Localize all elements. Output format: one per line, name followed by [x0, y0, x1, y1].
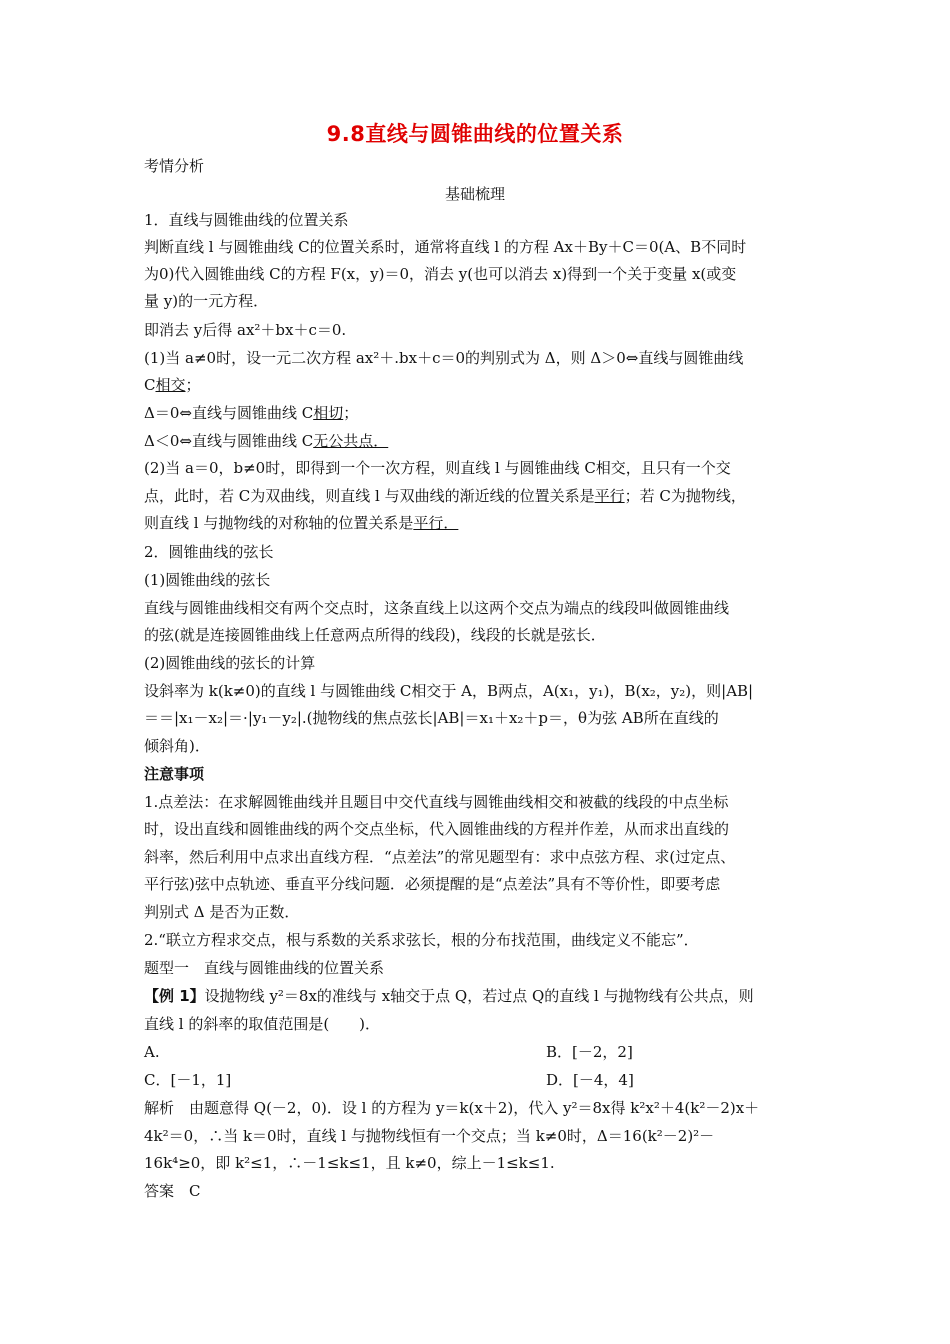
- option-b: B．[－2，2]: [546, 1043, 633, 1061]
- p1-line-6-a: C: [144, 376, 156, 394]
- answer-no-common-point: 无公共点．: [313, 432, 389, 450]
- p1-line-11-a: 则直线 l 与抛物线的对称轴的位置关系是: [144, 514, 414, 532]
- note-1-line-2: 时，设出直线和圆锥曲线的两个交点坐标，代入圆锥曲线的方程并作差，从而求出直线的: [144, 820, 730, 838]
- p2-line-1: 直线与圆锥曲线相交有两个交点时，这条直线上以这两个交点为端点的线段叫做圆锥曲线: [144, 599, 730, 617]
- option-a: A.: [144, 1043, 160, 1061]
- p1-line-9: (2)当 a＝0，b≠0时，即得到一个一次方程，则直线 l 与圆锥曲线 C相交，且只有一个交: [144, 459, 731, 477]
- answer-parallel-1: 平行: [594, 487, 625, 505]
- p2-heading: 2．圆锥曲线的弦长: [144, 543, 274, 561]
- option-d: D．[－4，4]: [546, 1071, 634, 1089]
- note-1-line-5: 判别式 Δ 是否为正数．: [144, 903, 300, 921]
- note-1-line-4: 平行弦)弦中点轨迹、垂直平分线问题．必须提醒的是“点差法”具有不等价性，即要考虑: [144, 875, 721, 893]
- answer-parallel-2: 平行．: [413, 514, 459, 532]
- page-title: 9.8直线与圆锥曲线的位置关系: [326, 122, 624, 146]
- p1-line-11: [144, 513, 824, 533]
- answer-tangent: 相切: [313, 404, 344, 422]
- p1-line-8: [144, 431, 824, 451]
- note-2: 2.“联立方程求交点，根与系数的关系求弦长，根的分布找范围，曲线定义不能忘”．: [144, 931, 699, 949]
- example-1-line-1: [144, 986, 824, 1006]
- question-type-1: 题型一 直线与圆锥曲线的位置关系: [144, 959, 385, 977]
- note-heading: 注意事项: [144, 765, 205, 783]
- section-kaoqing: 考情分析: [144, 157, 205, 175]
- p2-line-2: 的弦(就是连接圆锥曲线上任意两点所得的线段)，线段的长就是弦长．: [144, 626, 606, 644]
- p1-line-7-a: Δ＝0⇔直线与圆锥曲线 C: [144, 404, 314, 422]
- answer-line: 答案 C: [144, 1182, 201, 1200]
- p1-heading: 1．直线与圆锥曲线的位置关系: [144, 211, 349, 229]
- note-1-line-1: 1.点差法：在求解圆锥曲线并且题目中交代直线与圆锥曲线相交和被截的线段的中点坐标: [144, 793, 729, 811]
- p1-line-3: 量 y)的一元方程．: [144, 292, 269, 310]
- p2-subheading-2: (2)圆锥曲线的弦长的计算: [144, 654, 316, 672]
- p2-line-5: 倾斜角)．: [144, 737, 210, 755]
- p2-subheading-1: (1)圆锥曲线的弦长: [144, 571, 271, 589]
- example-1-line-2: 直线 l 的斜率的取值范围是( )．: [144, 1015, 381, 1033]
- p1-line-10: [144, 486, 824, 506]
- solution-line-3: 16k⁴≥0，即 k²≤1，∴－1≤k≤1，且 k≠0，综上－1≤k≤1.: [144, 1154, 555, 1172]
- p1-line-4: 即消去 y后得 ax²＋bx＋c＝0.: [144, 321, 347, 339]
- p1-line-7-c: ；: [343, 404, 359, 422]
- p1-line-7: [144, 403, 824, 423]
- example-1-text: 设抛物线 y²＝8x的准线与 x轴交于点 Q，若过点 Q的直线 l 与抛物线有公共点，则: [204, 987, 754, 1005]
- section-jichu: 基础梳理: [444, 185, 505, 203]
- solution-line-1: 解析 由题意得 Q(－2，0)．设 l 的方程为 y＝k(x＋2)，代入 y²＝8x得 k²x²＋4(k²－2)x＋: [144, 1099, 760, 1117]
- example-1-label: 【例 1】: [144, 987, 205, 1005]
- p1-line-6-c: ；: [185, 376, 201, 394]
- answer-intersect: 相交: [155, 376, 186, 394]
- p1-line-5: (1)当 a≠0时，设一元二次方程 ax²＋.bx＋c＝0的判别式为 Δ，则 Δ＞0⇔直线与圆锥曲线: [144, 349, 744, 367]
- p1-line-1: 判断直线 l 与圆锥曲线 C的位置关系时，通常将直线 l 的方程 Ax＋By＋C＝0(A、B不同时: [144, 238, 747, 256]
- p2-line-4: ＝＝|x₁－x₂|＝·|y₁－y₂|.(抛物线的焦点弦长|AB|＝x₁＋x₂＋p＝，θ为弦 AB所在直线的: [144, 709, 719, 727]
- solution-line-2: 4k²＝0，∴当 k＝0时，直线 l 与抛物线恒有一个交点；当 k≠0时，Δ＝16(k²－2)²－: [144, 1127, 715, 1145]
- p1-line-2: 为0)代入圆锥曲线 C的方程 F(x，y)＝0，消去 y(也可以消去 x)得到一个关于变量 x(或变: [144, 265, 737, 283]
- p1-line-10-c: ；若 C为抛物线，: [624, 487, 746, 505]
- p1-line-10-a: 点，此时，若 C为双曲线，则直线 l 与双曲线的渐近线的位置关系是: [144, 487, 595, 505]
- note-1-line-3: 斜率，然后利用中点求出直线方程．“点差法”的常见题型有：求中点弦方程、求(过定点、: [144, 848, 736, 866]
- p1-line-8-a: Δ＜0⇔直线与圆锥曲线 C: [144, 432, 314, 450]
- p1-line-6: [144, 375, 824, 395]
- p2-line-3: 设斜率为 k(k≠0)的直线 l 与圆锥曲线 C相交于 A，B两点，A(x₁，y₁)，B(x₂，y₂)，则|AB|: [144, 682, 754, 700]
- option-c: C．[－1，1]: [144, 1071, 232, 1089]
